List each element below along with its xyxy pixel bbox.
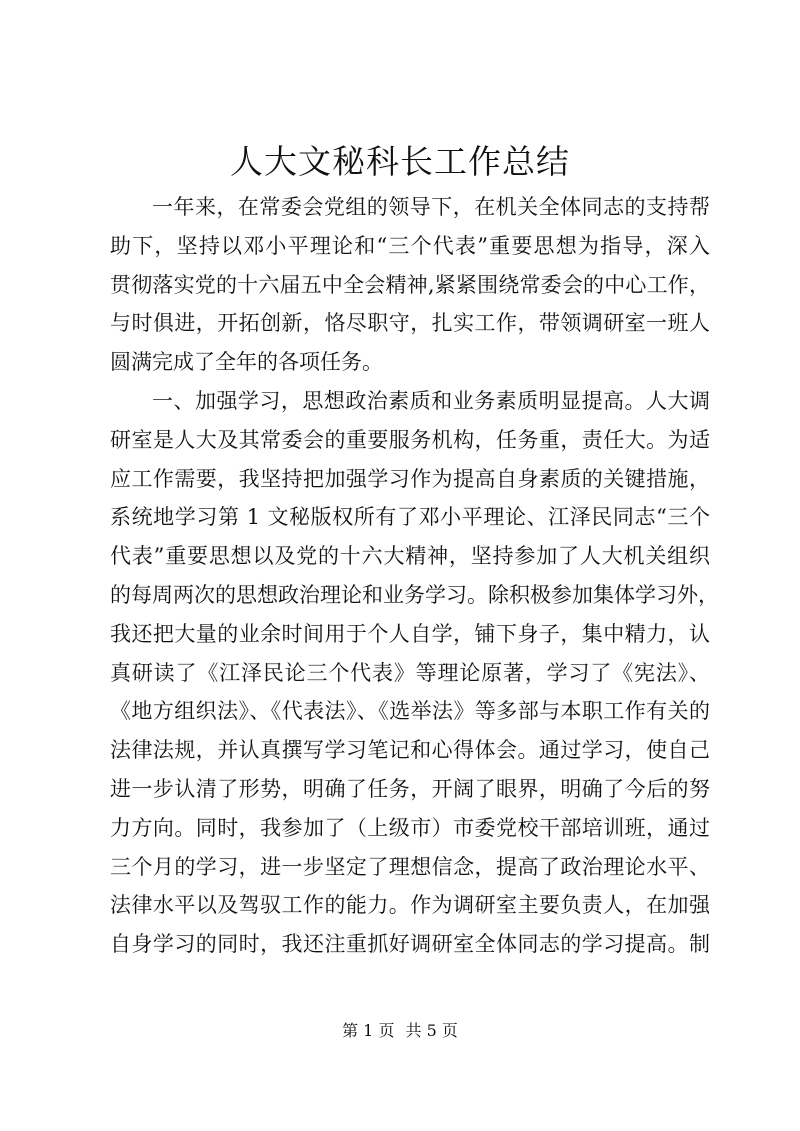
page-number: 第 1 页 [342, 1021, 395, 1040]
page-footer [0, 1020, 800, 1042]
paragraph-2-line-3: 应工作需要，我坚持把加强学习作为提高自身素质的关键措施， [110, 466, 710, 491]
paragraph-1-line-4: 与时俱进，开拓创新，恪尽职守，扎实工作，带领调研室一班人 [110, 311, 710, 336]
paragraph-2-line-12: 力方向。同时，我参加了（上级市）市委党校干部培训班，通过 [110, 815, 710, 840]
paragraph-1-line-3: 贯彻落实党的十六届五中全会精神,紧紧围绕常委会的中心工作， [110, 272, 710, 297]
paragraph-2-line-1: 一、加强学习，思想政治素质和业务素质明显提高。人大调 [152, 388, 710, 413]
paragraph-2-line-11: 进一步认清了形势，明确了任务，开阔了眼界，明确了今后的努 [110, 776, 710, 801]
paragraph-2-line-4: 系统地学习第 1 文秘版权所有了邓小平理论、江泽民同志“三个 [110, 505, 710, 530]
paragraph-2-line-15: 自身学习的同时，我还注重抓好调研室全体同志的学习提高。制 [110, 932, 710, 957]
paragraph-1-line-1: 一年来，在常委会党组的领导下，在机关全体同志的支持帮 [152, 195, 710, 219]
paragraph-2-line-10: 法律法规，并认真撰写学习笔记和心得体会。通过学习，使自己 [110, 738, 710, 763]
paragraph-2-line-5: 代表”重要思想以及党的十六大精神，坚持参加了人大机关组织 [110, 544, 710, 569]
document-title: 人大文秘科长工作总结 [230, 142, 570, 181]
paragraph-2-line-9: 《地方组织法》、《代表法》、《选举法》等多部与本职工作有关的 [110, 699, 710, 724]
page-total: 共 5 页 [405, 1021, 458, 1040]
paragraph-1-line-5: 圆满完成了全年的各项任务。 [110, 350, 383, 375]
paragraph-2-line-2: 研室是人大及其常委会的重要服务机构，任务重，责任大。为适 [110, 427, 710, 452]
paragraph-2-line-7: 我还把大量的业余时间用于个人自学，铺下身子，集中精力，认 [110, 621, 710, 646]
paragraph-1-line-2: 助下，坚持以邓小平理论和“三个代表”重要思想为指导，深入 [110, 233, 710, 258]
paragraph-2-line-13: 三个月的学习，进一步坚定了理想信念，提高了政治理论水平、 [110, 854, 710, 879]
paragraph-2-line-8: 真研读了《江泽民论三个代表》等理论原著，学习了《宪法》、 [110, 660, 710, 685]
paragraph-2-line-6: 的每周两次的思想政治理论和业务学习。除积极参加集体学习外， [110, 582, 719, 607]
paragraph-2-line-14: 法律水平以及驾驭工作的能力。作为调研室主要负责人，在加强 [110, 893, 710, 918]
document-body [110, 188, 719, 964]
